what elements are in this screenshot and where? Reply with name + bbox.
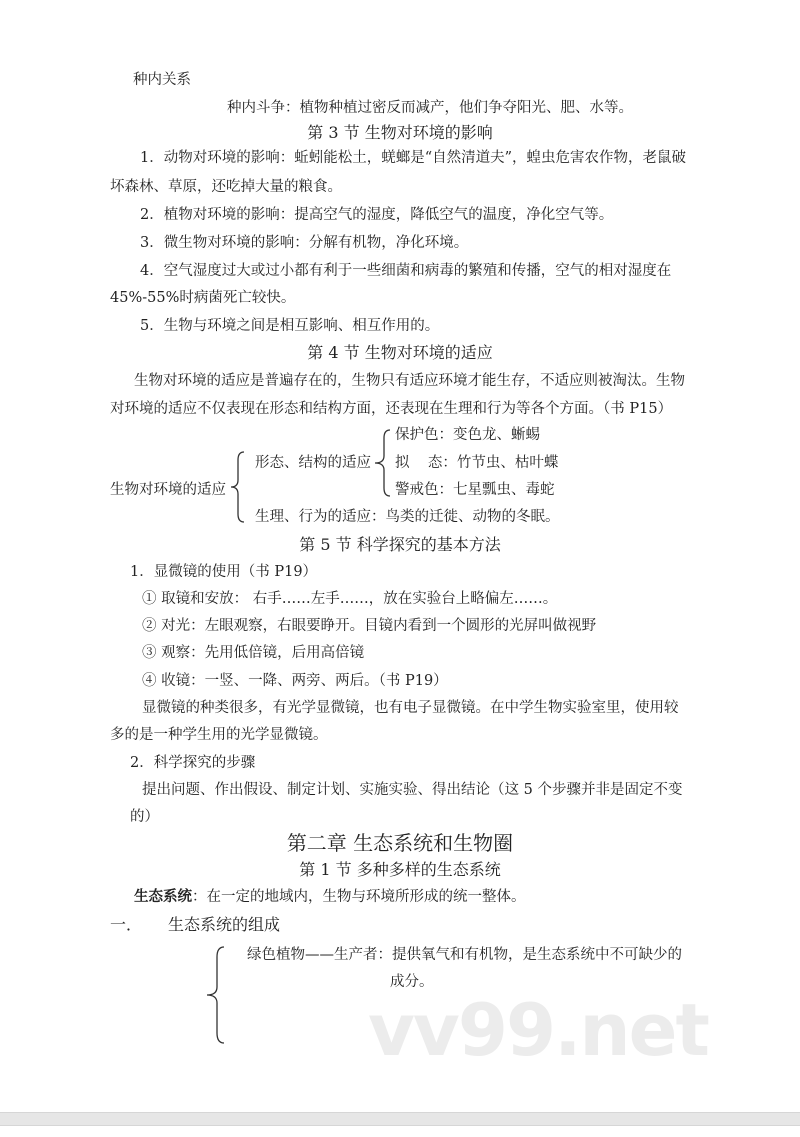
section-heading: 第 1 节 多种多样的生态系统 [299, 860, 501, 879]
text-line: 成分。 [390, 974, 434, 990]
text-line: ④ 收镜：一竖、一降、两旁、两后。（书 P19） [142, 673, 448, 689]
section-heading: 第 5 节 科学探究的基本方法 [299, 535, 501, 554]
diagram-leaf: 警戒色：七星瓢虫、毒蛇 [395, 482, 555, 498]
subsection-title: 生态系统的组成 [168, 915, 281, 934]
chapter-heading: 第二章 生态系统和生物圈 [286, 831, 514, 855]
text-line: 2．植物对环境的影响：提高空气的湿度，降低空气的温度，净化空气等。 [140, 207, 614, 223]
text-line: 1．动物对环境的影响：蚯蚓能松土，蜣螂是“自然清道夫”，蝗虫危害农作物，老鼠破 [140, 150, 687, 166]
diagram-branch: 生理、行为的适应：鸟类的迁徙、动物的冬眠。 [255, 509, 560, 525]
text-line: 4．空气湿度过大或过小都有利于一些细菌和病毒的繁殖和传播，空气的相对湿度在 [140, 263, 672, 279]
section-heading: 第 3 节 生物对环境的影响 [307, 123, 493, 142]
text-line: 种内斗争：植物种植过密反而减产，他们争夺阳光、肥、水等。 [227, 100, 633, 116]
watermark: vv99.net [368, 988, 708, 1072]
text-line: 的） [130, 809, 159, 825]
brace-icon [372, 428, 392, 498]
text-line: 显微镜的种类很多，有光学显微镜，也有电子显微镜。在中学生物实验室里，使用较 [142, 700, 679, 716]
text-line: 生物对环境的适应是普遍存在的，生物只有适应环境才能生存，不适应则被淘汰。生物 [134, 373, 685, 389]
text-line: 绿色植物——生产者：提供氧气和有机物，是生态系统中不可缺少的 [247, 947, 682, 963]
text-line: 2．科学探究的步骤 [130, 755, 256, 771]
text-line: 对环境的适应不仅表现在形态和结构方面，还表现在生理和行为等各个方面。（书 P15） [110, 401, 673, 417]
text-line: 多的是一种学生用的光学显微镜。 [110, 727, 328, 743]
text-line: 1．显微镜的使用（书 P19） [130, 564, 318, 580]
text-line: 提出问题、作出假设、制定计划、实施实验、得出结论（这 5 个步骤并非是固定不变 [142, 782, 683, 798]
text-line: 45%-55%时病菌死亡较快。 [110, 290, 296, 306]
list-number: 一． [110, 915, 143, 934]
text-line: 5．生物与环境之间是相互影响、相互作用的。 [140, 318, 440, 334]
definition [134, 887, 526, 907]
text-line: ② 对光：左眼观察，右眼要睁开。目镜内看到一个圆形的光屏叫做视野 [142, 618, 597, 634]
text-line: ③ 观察：先用低倍镜，后用高倍镜 [142, 645, 365, 661]
diagram-leaf: 保护色：变色龙、蜥蜴 [395, 427, 540, 443]
diagram-branch: 形态、结构的适应 [255, 455, 371, 471]
definition-text: ：在一定的地域内，生物与环境所形成的统一整体。 [192, 889, 526, 905]
page-gap [0, 1112, 800, 1126]
definition-term: 生态系统 [134, 888, 192, 905]
text-line: ① 取镜和安放： 右手……左手……，放在实验台上略偏左……。 [142, 591, 558, 607]
brace-icon [204, 945, 226, 1045]
text-line: 坏森林、草原，还吃掉大量的粮食。 [110, 179, 342, 195]
brace-icon [228, 450, 248, 524]
section-heading: 第 4 节 生物对环境的适应 [307, 343, 493, 362]
diagram-leaf: 拟 态：竹节虫、枯叶蝶 [395, 455, 559, 471]
text-line: 种内关系 [133, 72, 191, 88]
text-line: 3．微生物对环境的影响：分解有机物，净化环境。 [140, 235, 469, 251]
diagram-root: 生物对环境的适应 [110, 482, 226, 498]
